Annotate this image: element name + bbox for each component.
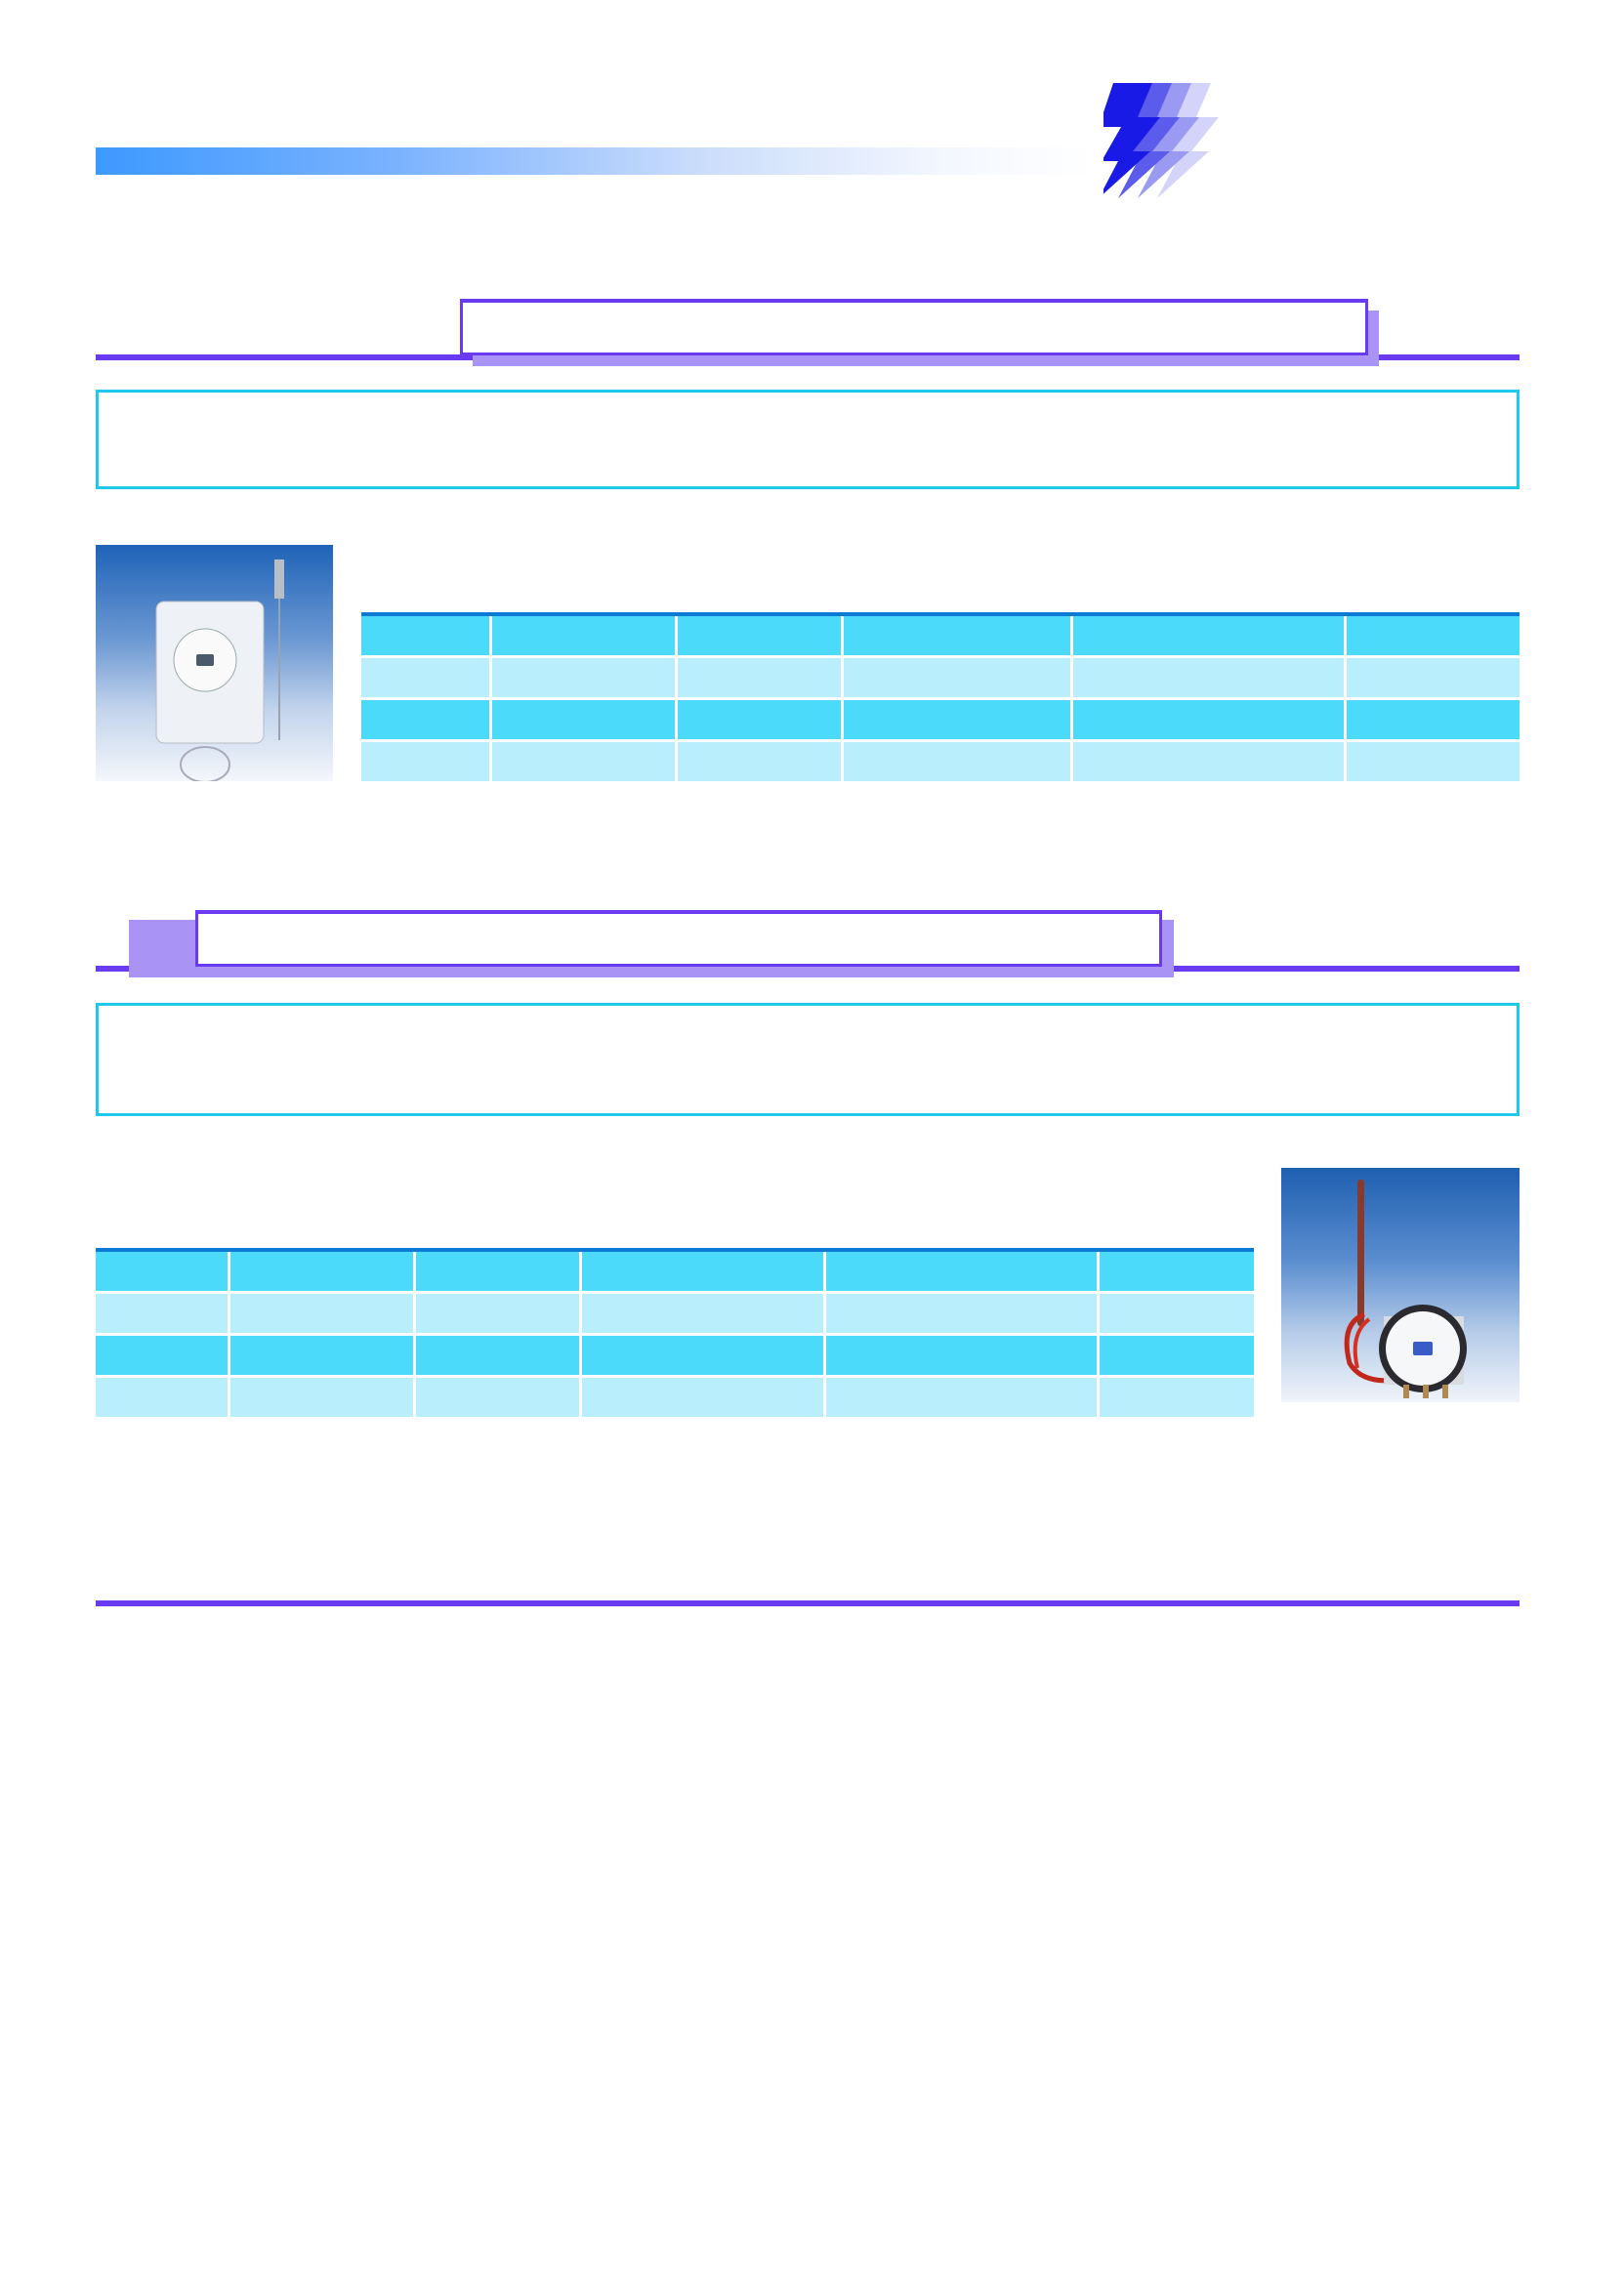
table-row xyxy=(96,1250,1254,1292)
cell-diferencial xyxy=(676,698,842,740)
cell-escala xyxy=(490,698,676,740)
cell-capilar xyxy=(842,614,1071,656)
cell-capilar xyxy=(842,656,1071,698)
cell-escala xyxy=(229,1334,414,1376)
cell-modelo xyxy=(96,1292,229,1334)
section-divider-line xyxy=(96,1600,1520,1606)
cell-escala xyxy=(490,740,676,782)
cell-bulbo xyxy=(1071,656,1345,698)
cell-diferencial xyxy=(676,740,842,782)
cell-escala xyxy=(490,614,676,656)
cell-pvp xyxy=(1098,1292,1254,1334)
section-description xyxy=(96,390,1520,489)
cell-modelo xyxy=(361,656,490,698)
cell-bulbo xyxy=(824,1334,1098,1376)
cell-escala xyxy=(229,1250,414,1292)
table-row xyxy=(96,1292,1254,1334)
cell-pvp xyxy=(1098,1250,1254,1292)
cell-diferencial xyxy=(676,656,842,698)
section-title xyxy=(460,299,1368,355)
cell-pvp xyxy=(1098,1334,1254,1376)
product-photo-fr95 xyxy=(96,545,333,781)
cell-capilar xyxy=(580,1334,824,1376)
thermostat-box-icon xyxy=(96,545,333,781)
cell-pvp xyxy=(1345,740,1520,782)
cell-capilar xyxy=(580,1292,824,1334)
price-table xyxy=(96,1248,1254,1420)
cell-escala xyxy=(490,656,676,698)
cell-modelo xyxy=(96,1250,229,1292)
cell-bulbo xyxy=(1071,740,1345,782)
cell-bulbo xyxy=(824,1250,1098,1292)
cell-modelo xyxy=(361,698,490,740)
cell-bulbo xyxy=(824,1376,1098,1418)
cell-modelo xyxy=(361,740,490,782)
table-row xyxy=(361,740,1520,782)
cell-diferencial xyxy=(676,614,842,656)
cell-modelo xyxy=(96,1376,229,1418)
cell-diferencial xyxy=(414,1376,580,1418)
cell-modelo xyxy=(361,614,490,656)
section-title xyxy=(195,910,1162,967)
table-row xyxy=(96,1376,1254,1418)
cell-pvp xyxy=(1345,656,1520,698)
cell-diferencial xyxy=(414,1334,580,1376)
header-gradient-bar xyxy=(96,147,1092,175)
cell-capilar xyxy=(842,698,1071,740)
price-table xyxy=(361,612,1520,784)
cell-escala xyxy=(229,1292,414,1334)
cell-escala xyxy=(229,1376,414,1418)
cell-bulbo xyxy=(1071,698,1345,740)
lightning-bolt-icon xyxy=(1103,83,1250,200)
table-row xyxy=(361,614,1520,656)
table-row xyxy=(96,1334,1254,1376)
cell-modelo xyxy=(96,1334,229,1376)
section-description xyxy=(96,1003,1520,1116)
cell-pvp xyxy=(1345,698,1520,740)
cell-diferencial xyxy=(414,1292,580,1334)
product-photo-lr101 xyxy=(1281,1168,1520,1402)
telbi-logo xyxy=(1103,78,1523,205)
cell-diferencial xyxy=(414,1250,580,1292)
cell-pvp xyxy=(1098,1376,1254,1418)
cell-pvp xyxy=(1345,614,1520,656)
cell-capilar xyxy=(580,1376,824,1418)
thermostat-dial-icon xyxy=(1281,1168,1520,1402)
cell-bulbo xyxy=(824,1292,1098,1334)
cell-capilar xyxy=(842,740,1071,782)
table-row xyxy=(361,656,1520,698)
table-header xyxy=(361,557,1520,596)
table-header xyxy=(96,1186,1258,1225)
table-row xyxy=(361,698,1520,740)
cell-capilar xyxy=(580,1250,824,1292)
cell-bulbo xyxy=(1071,614,1345,656)
